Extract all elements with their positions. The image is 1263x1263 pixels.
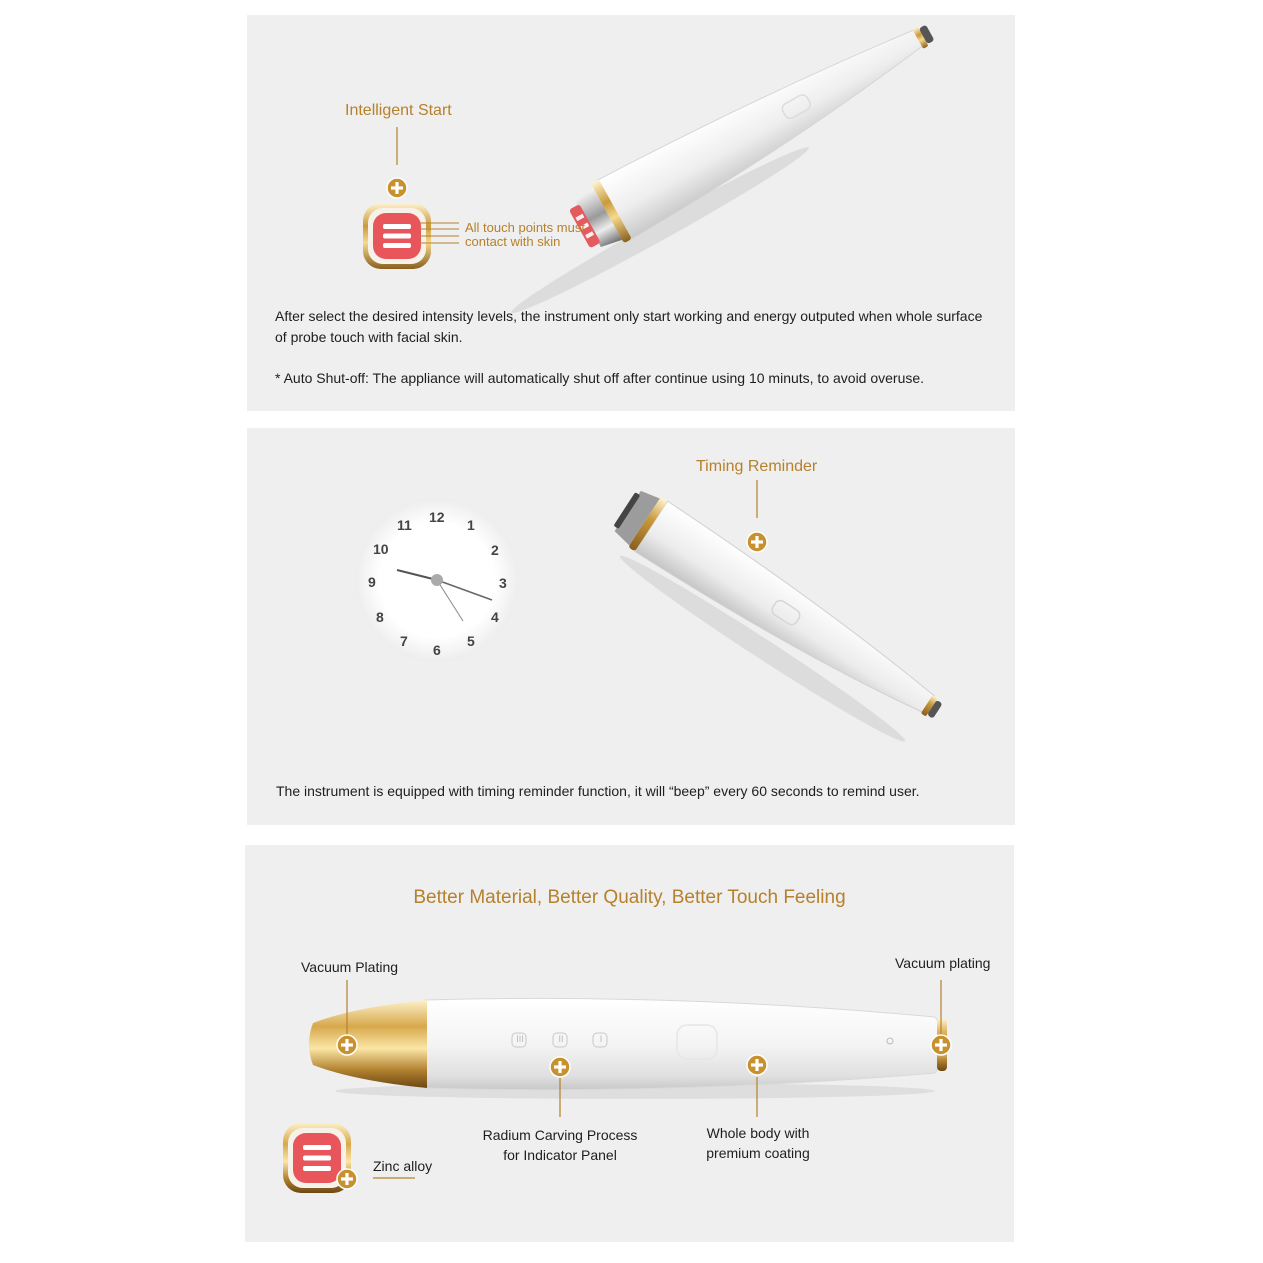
intelligent-start-panel — [247, 15, 1015, 411]
panel1-illustration — [247, 15, 1015, 411]
timing-reminder-title: Timing Reminder — [696, 458, 818, 475]
plus-marker-icon — [747, 532, 767, 552]
plus-marker-icon — [337, 1035, 357, 1055]
plus-marker-icon — [387, 178, 407, 198]
timing-reminder-description: The instrument is equipped with timing reminder function, it will “beep” every 60 seconds to remind user. — [276, 783, 920, 799]
coating-label-line2: premium coating — [706, 1145, 810, 1161]
clock-number-7: 7 — [400, 633, 408, 649]
clock-number-8: 8 — [376, 609, 384, 625]
intelligent-start-title: Intelligent Start — [345, 102, 452, 119]
device-horizontal — [309, 998, 947, 1099]
clock-number-1: 1 — [467, 517, 475, 533]
indicator-mark-1: I — [599, 1034, 603, 1044]
material-quality-panel — [245, 845, 1014, 1242]
indicator-mark-2: II — [558, 1034, 564, 1044]
clock-number-5: 5 — [467, 633, 475, 649]
clock-number-2: 2 — [491, 542, 499, 558]
radium-carving-label-line1: Radium Carving Process — [482, 1127, 638, 1143]
device-diagonal-2 — [596, 484, 953, 756]
radium-carving-label-line2: for Indicator Panel — [503, 1147, 617, 1163]
material-headline: Better Material, Better Quality, Better Touch Feeling — [413, 887, 846, 908]
device-diagonal — [476, 15, 956, 321]
vacuum-plating-left-label: Vacuum Plating — [301, 959, 399, 975]
clock-number-12: 12 — [429, 509, 445, 525]
indicator-mark-3: III — [516, 1034, 524, 1044]
auto-shutoff-note: * Auto Shut-off: The appliance will automatically shut off after continue using 10 minuts, to avoid overuse. — [275, 370, 925, 386]
vacuum-plating-right-label: Vacuum plating — [895, 955, 991, 971]
zinc-alloy-label: Zinc alloy — [373, 1158, 433, 1174]
clock-number-9: 9 — [368, 574, 376, 590]
plus-marker-icon — [337, 1169, 357, 1189]
clock-number-3: 3 — [499, 575, 507, 591]
clock-number-10: 10 — [373, 541, 389, 557]
plus-marker-icon — [550, 1057, 570, 1077]
touch-note-line1: All touch points must — [465, 220, 585, 235]
panel2-illustration — [247, 428, 1015, 825]
touch-note-line2: contact with skin — [465, 234, 561, 249]
coating-label-line1: Whole body with — [706, 1125, 810, 1141]
clock-number-11: 11 — [397, 517, 412, 533]
clock-number-6: 6 — [433, 642, 441, 658]
timing-reminder-panel — [247, 428, 1015, 825]
plus-marker-icon — [931, 1035, 951, 1055]
plus-marker-icon — [747, 1055, 767, 1075]
clock-number-4: 4 — [491, 609, 499, 625]
intelligent-start-description: After select the desired intensity levels, the instrument only start working and energy outputed when whole surface of probe touch with facial skin. — [275, 308, 983, 345]
